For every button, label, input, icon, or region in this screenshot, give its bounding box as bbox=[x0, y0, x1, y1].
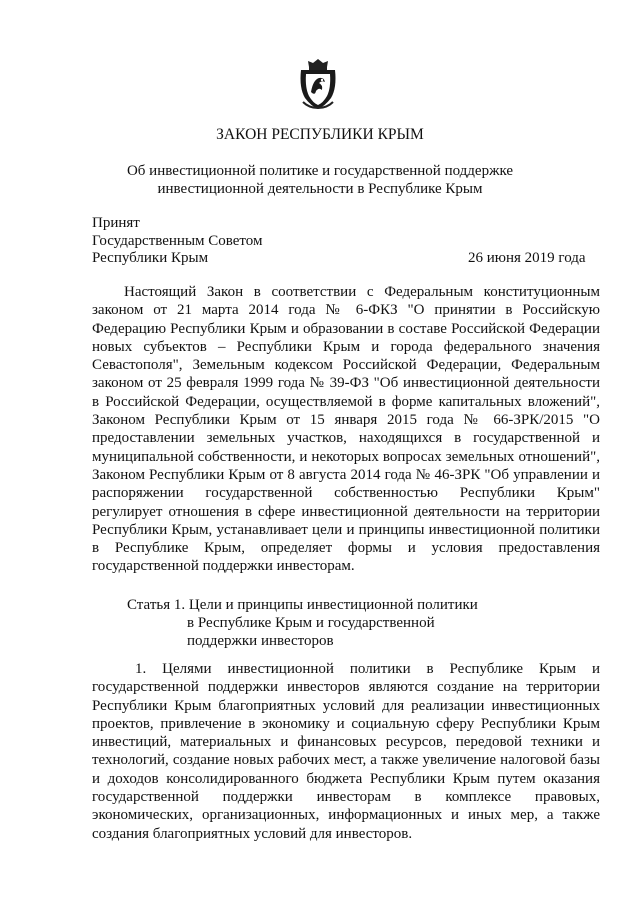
article-heading-line: поддержки инвесторов bbox=[187, 633, 334, 649]
article-1-paragraph-1: 1. Целями инвестиционной политики в Республике Крым и государственной поддержки инвесторов являются создание на территории Республики Крым благоприятных условий для реализации инвестиционных проектов, привлечение в экономику и социальную сферу Республики Крым инвестиций, материальных и финансовых ресурсов, передовой техники и технологий, создание новых рабочих мест, а также увеличение налоговой базы и доходов консолидированного бюджета Республики Крым путем оказания государственной поддержки инвесторам в комплексе правовых, экономических, организационных, информационных и иных мер, а также создания благоприятных условий для инвесторов. bbox=[92, 661, 600, 842]
subtitle-line: Об инвестиционной политике и государственной поддержке bbox=[126, 163, 514, 179]
adopted-by-region: Республики Крым bbox=[92, 250, 209, 266]
document-title: ЗАКОН РЕСПУБЛИКИ КРЫМ bbox=[216, 126, 424, 143]
adopted-label: Принят bbox=[92, 215, 140, 231]
adopted-by: Государственным Советом bbox=[92, 232, 263, 249]
article-heading-line: Статья 1. Цели и принципы инвестиционной политики bbox=[127, 597, 478, 613]
article-heading-line: в Республике Крым и государственной bbox=[187, 615, 435, 631]
document-subtitle bbox=[100, 162, 540, 198]
article-1-heading bbox=[127, 596, 478, 650]
intro-paragraph: Настоящий Закон в соответствии с Федеральным конституционным законом от 21 марта 2014 года № 6-ФКЗ "О принятии в Российскую Федерацию Республики Крым и образовании в составе Российской Федерации новых субъектов – Республики Крым и города федерального значения Севастополя", Земельным кодексом Российской Федерации, Федеральным законом от 25 февраля 1999 года № 39-ФЗ "Об инвестиционной деятельности в Российской Федерации, осуществляемой в форме капитальных вложений", Законом Республики Крым от 15 января 2015 года № 66-ЗРК/2015 "О предоставлении земельных участков, находящихся в государственной и муниципальной собственности, и некоторых вопросах земельных отношений", Законом Республики Крым от 8 августа 2014 года № 46-ЗРК "Об управлении и распоряжении государственной собственностью Республики Крым" регулирует отношения в сфере инвестиционной деятельности на территории Республики Крым, устанавливает цели и принципы инвестиционной политики в Республике Крым, определяет формы и условия предоставления государственной поддержки инвесторам. bbox=[92, 284, 600, 575]
subtitle-line: инвестиционной деятельности в Республике Крым bbox=[157, 181, 483, 197]
adoption-date: 26 июня 2019 года bbox=[468, 250, 586, 266]
crimea-coat-of-arms-icon bbox=[297, 58, 339, 110]
adoption-block bbox=[92, 215, 263, 268]
